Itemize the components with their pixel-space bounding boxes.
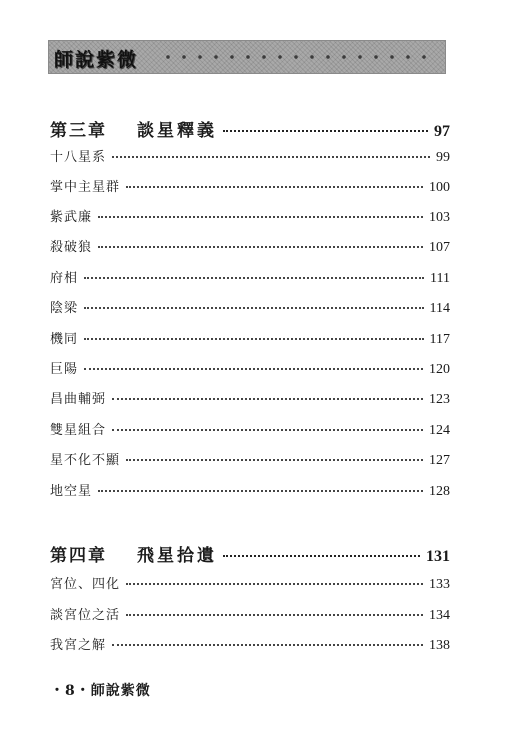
toc-entry-page: 124 <box>429 423 450 438</box>
toc-entry[interactable] <box>50 206 450 226</box>
dot-leader <box>84 307 424 309</box>
toc-entry-label: 我宮之解 <box>50 638 107 653</box>
toc-entry-page: 117 <box>429 332 450 347</box>
toc-entry[interactable] <box>50 267 450 287</box>
dot-leader <box>126 614 423 616</box>
toc-entry-label: 十八星系 <box>50 150 107 165</box>
toc-entry-label: 星不化不顯 <box>50 453 121 468</box>
toc-entry-label: 談宮位之活 <box>50 608 121 623</box>
toc-entry-label: 府相 <box>50 271 79 286</box>
toc-entry-label: 昌曲輔弼 <box>50 392 107 407</box>
dot-leader <box>112 429 423 431</box>
toc-entry-page: 120 <box>429 362 450 377</box>
toc-entry[interactable] <box>50 449 450 469</box>
dot-leader <box>98 490 423 492</box>
toc-entry-page: 111 <box>430 271 450 286</box>
toc-entry[interactable] <box>50 419 450 439</box>
chapter-page-number: 131 <box>426 548 450 565</box>
dot-leader <box>84 338 424 340</box>
chapter-heading-3[interactable] <box>50 116 450 141</box>
toc-entry-label: 紫武廉 <box>50 210 93 225</box>
toc-entry[interactable] <box>50 634 450 654</box>
toc-entry-page: 138 <box>429 638 450 653</box>
toc-entry[interactable] <box>50 358 450 378</box>
chapter-title: 談星釋義 <box>137 121 217 141</box>
dot-leader <box>112 398 423 400</box>
toc-entry-page: 107 <box>429 240 450 255</box>
toc-entry-label: 地空星 <box>50 484 93 499</box>
chapter-number: 第四章 <box>50 546 107 566</box>
toc-entry-label: 機同 <box>50 332 79 347</box>
toc-entry[interactable] <box>50 604 450 624</box>
toc-entry-label: 巨陽 <box>50 362 79 377</box>
toc-entry[interactable] <box>50 236 450 256</box>
dot-leader <box>98 216 423 218</box>
toc-entry-label: 陰梁 <box>50 301 79 316</box>
toc-entry-page: 99 <box>436 150 450 165</box>
dot-leader <box>84 277 424 279</box>
toc-entry-page: 128 <box>429 484 450 499</box>
dot-leader <box>223 555 420 557</box>
header-banner <box>48 40 446 74</box>
toc-entry-page: 100 <box>429 180 450 195</box>
dot-leader <box>112 644 423 646</box>
toc-entry-page: 114 <box>429 301 450 316</box>
toc-entry[interactable] <box>50 480 450 500</box>
toc-entry[interactable] <box>50 176 450 196</box>
toc-entry[interactable] <box>50 388 450 408</box>
toc-entry-page: 123 <box>429 392 450 407</box>
banner-title: 師說紫微 <box>54 49 139 71</box>
dot-leader <box>126 459 423 461</box>
toc-entry[interactable] <box>50 573 450 593</box>
dot-leader <box>84 368 423 370</box>
chapter-title: 飛星拾遺 <box>137 546 217 566</box>
toc-entry-label: 雙星組合 <box>50 423 107 438</box>
dot-leader <box>126 186 423 188</box>
toc-entry-page: 134 <box>429 608 450 623</box>
toc-entry-page: 103 <box>429 210 450 225</box>
banner-dots-decoration <box>160 52 438 62</box>
toc-entry[interactable] <box>50 328 450 348</box>
toc-entry-page: 133 <box>429 577 450 592</box>
dot-leader <box>223 130 428 132</box>
chapter-page-number: 97 <box>434 123 450 140</box>
toc-entry[interactable] <box>50 146 450 166</box>
toc-entry[interactable] <box>50 297 450 317</box>
toc-entry-label: 殺破狼 <box>50 240 93 255</box>
toc-entry-label: 掌中主星群 <box>50 180 121 195</box>
dot-leader <box>98 246 423 248</box>
toc-entry-page: 127 <box>429 453 450 468</box>
dot-leader <box>112 156 430 158</box>
page-footer: ・8・師說紫微 <box>50 683 151 699</box>
toc-entry-label: 宮位、四化 <box>50 577 121 592</box>
chapter-number: 第三章 <box>50 121 107 141</box>
dot-leader <box>126 583 423 585</box>
chapter-heading-4[interactable] <box>50 541 450 566</box>
